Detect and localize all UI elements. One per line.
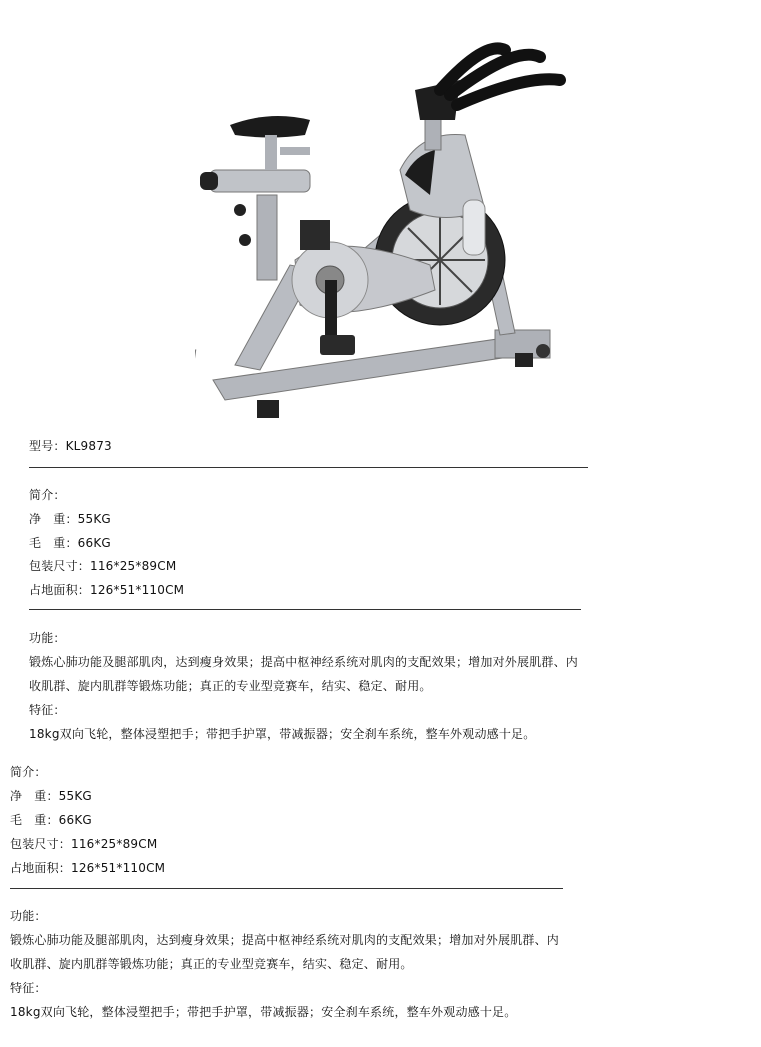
- function-title: 功能：: [10, 909, 47, 923]
- divider: [10, 888, 563, 889]
- feature-text: 18kg双向飞轮，整体浸塑把手；带把手护罩，带减振器；安全刹车系统，整车外观动感十足。: [29, 727, 536, 741]
- divider: [29, 609, 581, 610]
- gross-weight: 毛 重：66KG: [10, 813, 92, 827]
- floor-area: 占地面积：126*51*110CM: [29, 583, 185, 597]
- intro-title: 简介：: [10, 765, 47, 779]
- feature-text: 18kg双向飞轮，整体浸塑把手；带把手护罩，带减振器；安全刹车系统，整车外观动感十足。: [10, 1005, 517, 1019]
- divider: [29, 467, 588, 468]
- spinning-bike-image: [195, 35, 575, 425]
- function-title: 功能：: [29, 631, 66, 645]
- net-weight: 净 重：55KG: [29, 512, 111, 526]
- package-size: 包装尺寸：116*25*89CM: [10, 837, 158, 851]
- feature-title: 特征：: [29, 703, 66, 717]
- feature-title: 特征：: [10, 981, 47, 995]
- function-text-line1: 锻炼心肺功能及腿部肌肉，达到瘦身效果；提高中枢神经系统对肌肉的支配效果；增加对外展肌群、内: [29, 655, 579, 669]
- package-size: 包装尺寸：116*25*89CM: [29, 559, 177, 573]
- function-text-line1: 锻炼心肺功能及腿部肌肉，达到瘦身效果；提高中枢神经系统对肌肉的支配效果；增加对外展肌群、内: [10, 933, 560, 947]
- function-text-line2: 收肌群、旋内肌群等锻炼功能；真正的专业型竞赛车，结实、稳定、耐用。: [10, 957, 413, 971]
- net-weight: 净 重：55KG: [10, 789, 92, 803]
- model-number: 型号：KL9873: [29, 439, 112, 453]
- intro-title: 简介：: [29, 488, 66, 502]
- gross-weight: 毛 重：66KG: [29, 536, 111, 550]
- function-text-line2: 收肌群、旋内肌群等锻炼功能；真正的专业型竞赛车，结实、稳定、耐用。: [29, 679, 432, 693]
- floor-area: 占地面积：126*51*110CM: [10, 861, 166, 875]
